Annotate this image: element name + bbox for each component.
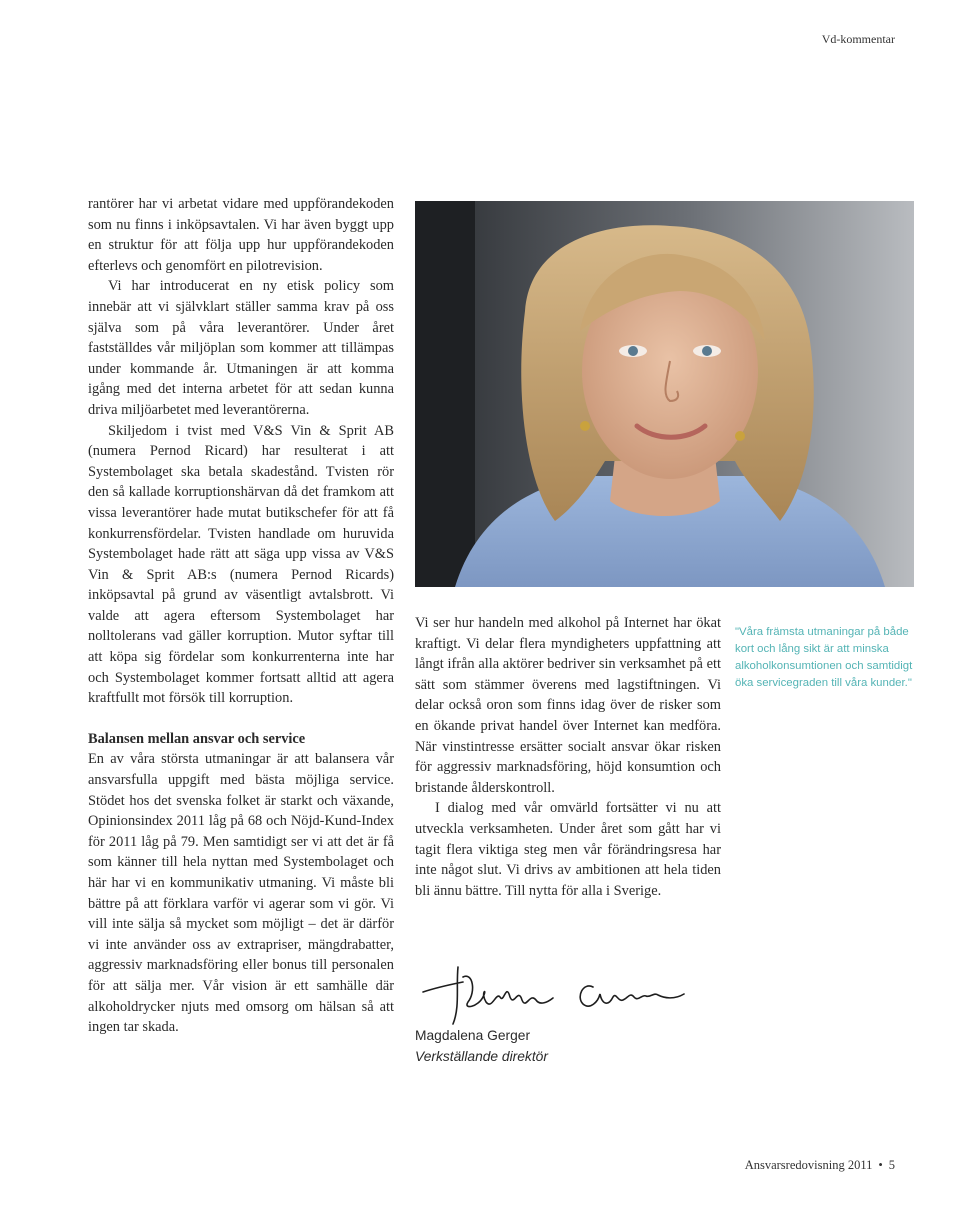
page-footer bbox=[745, 1158, 895, 1173]
body-paragraph: Vi ser hur handeln med alkohol på Internet har ökat kraftigt. Vi delar flera myndigheters uppfattning att långt ifrån alla aktörer bedriver sin verksamhet på ett sätt som stämmer överens med lagstiftningen. Vi delar också oron som finns idag över de risker som en ökande privat handel över Internet kan medföra. När vinstintresse ersätter socialt ansvar ökar risken för aggressiv marknadsföring, höjd konsumtion och bristande ålderskontroll. bbox=[415, 615, 721, 796]
body-paragraph: rantörer har vi arbetat vidare med uppförandekoden som nu finns i inköpsavtalen. Vi har även byggt upp en struktur för att följa upp hur uppförandekoden efterlevs och genomfört en pilotrevision. bbox=[88, 196, 394, 274]
signer-title: Verkställande direktör bbox=[415, 1049, 548, 1064]
portrait-photo bbox=[415, 201, 914, 587]
section-heading: Balansen mellan ansvar och service bbox=[88, 730, 306, 747]
body-paragraph: Skiljedom i tvist med V&S Vin & Sprit AB (numera Pernod Ricard) har resulterat i att Systembolaget ska betala skadestånd. Tvisten rör den så kallade korruptionshärvan då det framkom att vissa leverantörer hade mutat butikschefer för att få konkurrensfördelar. Tvisten handlade om huruvida Systembolaget hade rätt att säga upp vissa av V&S Vin & Sprit AB:s (numera Pernod Ricards) inköpsavtal på grund av väsentligt avtalsbrott. Vi valde att agera eftersom Systembolaget har nolltolerans vad gäller korruption. Mutor syftar till att köpa sig fördelar som konkurrenterna inte har och Systembolaget kommer fortsatt alltid att agera kraftfullt mot försök till korruption. bbox=[88, 422, 394, 707]
signer-name: Magdalena Gerger bbox=[415, 1028, 531, 1043]
page-number: 5 bbox=[888, 1158, 895, 1172]
body-paragraph: I dialog med vår omvärld fortsätter vi nu att utveckla verksamheten. Under året som gått har vi tagit flera viktiga steg men vår förändringsresa har inte något slut. Vi drivs av ambitionen att hela tiden bli ännu bättre. Till nytta för alla i Sverige. bbox=[415, 800, 721, 899]
section-label: Vd-kommentar bbox=[821, 32, 895, 46]
left-column bbox=[88, 194, 394, 1038]
body-paragraph: Vi har introducerat en ny etisk policy som innebär att vi självklart ställer samma krav på oss själva som på våra leverantörer. Under året fastställdes vår miljöplan som kommer att tillämpas under kommande år. Utmaningen är att komma igång med det interna arbetet för att sedan kunna driva miljöarbetet med leverantörerna. bbox=[88, 278, 394, 418]
middle-column bbox=[415, 613, 721, 901]
publication-title: Ansvarsredovisning 2011 bbox=[744, 1158, 873, 1172]
body-paragraph: En av våra största utmaningar är att balansera vår ansvarsfulla uppgift med bästa möjliga service. Stödet hos det svenska folket är starkt och växande, Opinionsindex 2011 låg på 68 och Nöjd-Kund-Index för 2011 låg på 79. Men samtidigt ser vi att det är få som känner till hela nyttan med Systembolaget och här har vi en kommunikativ utmaning. Vi måste bli bättre på att förklara varför vi agerar som vi gör. Vi vill inte sälja så mycket som möjligt – det är därför vi inte använder oss av extrapriser, mängdrabatter, aggressiv marknadsföring eller bonus till personalen för att sälja mer. Vår vision är ett samhälle där alkoholdrycker njuts med omsorg om hälsan så att ingen tar skada. bbox=[88, 751, 394, 1036]
footer-separator: • bbox=[878, 1158, 883, 1172]
pull-quote: "Våra främsta utmaningar på både kort och lång sikt är att minska alkoholkonsumtionen och samtidigt öka servicegraden till våra kunder." bbox=[735, 626, 913, 689]
signature-image bbox=[418, 962, 690, 1032]
